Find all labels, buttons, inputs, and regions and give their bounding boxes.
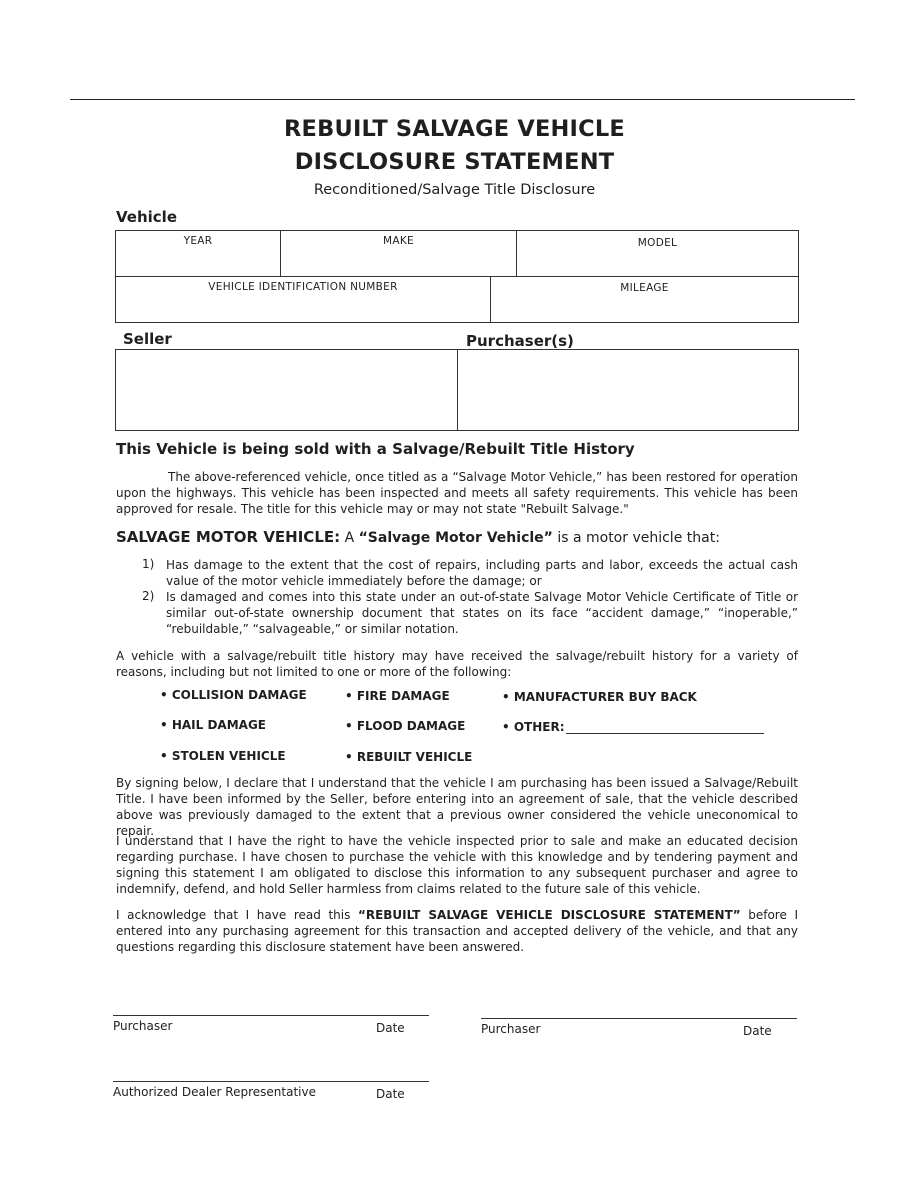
dealer-date-label: Date <box>376 1087 405 1101</box>
definition-term: “Salvage Motor Vehicle” <box>358 530 553 546</box>
model-label: MODEL <box>637 237 678 249</box>
reason-collision-damage: • COLLISION DAMAGE <box>160 688 307 702</box>
other-input[interactable] <box>566 733 764 734</box>
title-line-1: REBUILT SALVAGE VEHICLE <box>284 116 625 142</box>
subtitle: Reconditioned/Salvage Title Disclosure <box>313 182 596 198</box>
vin-field[interactable] <box>116 277 490 323</box>
salvage-definition <box>116 527 720 546</box>
purchaser-signature-label: Purchaser <box>113 1019 173 1033</box>
second-purchaser-signature-line[interactable] <box>481 1018 797 1019</box>
mileage-label: MILEAGE <box>620 282 669 294</box>
make-label: MAKE <box>383 235 414 247</box>
model-field[interactable] <box>517 231 798 276</box>
dealer-signature-line[interactable] <box>113 1081 429 1082</box>
parties-box <box>115 349 799 431</box>
history-heading: This Vehicle is being sold with a Salvage/Rebuilt Title History <box>116 440 635 458</box>
dealer-signature-label: Authorized Dealer Representative <box>113 1085 316 1099</box>
acknowledgement-post: before I entered into any purchasing agreement for this transaction and accepted delivery of the vehicle, and that any questions regarding this disclosure statement have been answered. <box>116 908 798 954</box>
vehicle-label: Vehicle <box>116 208 177 226</box>
reason-fire-damage: • FIRE DAMAGE <box>345 689 450 703</box>
vin-label: VEHICLE IDENTIFICATION NUMBER <box>208 281 398 293</box>
acknowledgement-pre: I acknowledge that I have read this <box>116 908 358 922</box>
year-label: YEAR <box>183 235 213 247</box>
reason-manufacturer-buy-back: • MANUFACTURER BUY BACK <box>502 690 697 704</box>
mileage-field[interactable] <box>491 277 798 323</box>
title-line-2: DISCLOSURE STATEMENT <box>294 149 615 175</box>
definition-lead: SALVAGE MOTOR VEHICLE: <box>116 528 341 546</box>
reason-flood-damage: • FLOOD DAMAGE <box>345 719 466 733</box>
list-item: Has damage to the extent that the cost of repairs, including parts and labor, exceeds the actual cash value of the motor vehicle immediately before the damage; or <box>166 558 798 588</box>
acknowledgement-title: “REBUILT SALVAGE VEHICLE DISCLOSURE STATEMENT” <box>357 908 741 922</box>
reason-stolen-vehicle: • STOLEN VEHICLE <box>160 749 286 763</box>
reason-hail-damage: • HAIL DAMAGE <box>160 718 266 732</box>
year-field[interactable] <box>116 231 280 276</box>
purchaser-date-label: Date <box>376 1021 405 1035</box>
reasons-intro: A vehicle with a salvage/rebuilt title history may have received the salvage/rebuilt history for a variety of reasons, including but not limited to one or more of the following: <box>116 649 798 679</box>
top-rule <box>70 99 855 100</box>
acknowledgement-paragraph <box>116 907 798 955</box>
definition-rest: is a motor vehicle that: <box>552 530 720 546</box>
purchaser-label: Purchaser(s) <box>466 332 574 350</box>
purchaser-field[interactable] <box>458 350 798 430</box>
reason-other: • OTHER: <box>502 720 565 734</box>
definition-article: A <box>340 530 359 546</box>
second-purchaser-date-label: Date <box>743 1024 772 1038</box>
list-item-number: 1) <box>142 557 155 571</box>
reason-rebuilt-vehicle: • REBUILT VEHICLE <box>345 750 473 764</box>
declaration-paragraph: By signing below, I declare that I understand that the vehicle I am purchasing has been issued a Salvage/Rebuilt Title. I have been informed by the Seller, before entering into an agreement of sale, that the vehicle described above was previously damaged to the extent that a previous owner considered the vehicle uneconomical to repair. <box>116 776 798 838</box>
history-paragraph: The above-referenced vehicle, once titled as a “Salvage Motor Vehicle,” has been restored for operation upon the highways. This vehicle has been inspected and meets all safety requirements. This vehicle has been approved for resale. The title for this vehicle may or may not state "Rebuilt Salvage." <box>116 470 798 516</box>
seller-label: Seller <box>123 330 172 348</box>
vehicle-table <box>115 230 799 323</box>
list-item: Is damaged and comes into this state under an out-of-state Salvage Motor Vehicle Certificate of Title or similar out-of-state ownership document that states on its face “accident damage,” “inoperable,” “rebuildable,” “salvageable,” or similar notation. <box>166 590 798 636</box>
make-field[interactable] <box>281 231 516 276</box>
second-purchaser-signature-label: Purchaser <box>481 1022 541 1036</box>
list-item-number: 2) <box>142 589 155 603</box>
rights-paragraph: I understand that I have the right to have the vehicle inspected prior to sale and make an educated decision regarding purchase. I have chosen to purchase the vehicle with this knowledge and by tendering payment and signing this statement I am obligated to disclose this information to any subsequent purchaser and agree to indemnify, defend, and hold Seller harmless from claims related to the future sale of this vehicle. <box>116 834 798 896</box>
purchaser-signature-line[interactable] <box>113 1015 429 1016</box>
seller-field[interactable] <box>116 350 457 430</box>
